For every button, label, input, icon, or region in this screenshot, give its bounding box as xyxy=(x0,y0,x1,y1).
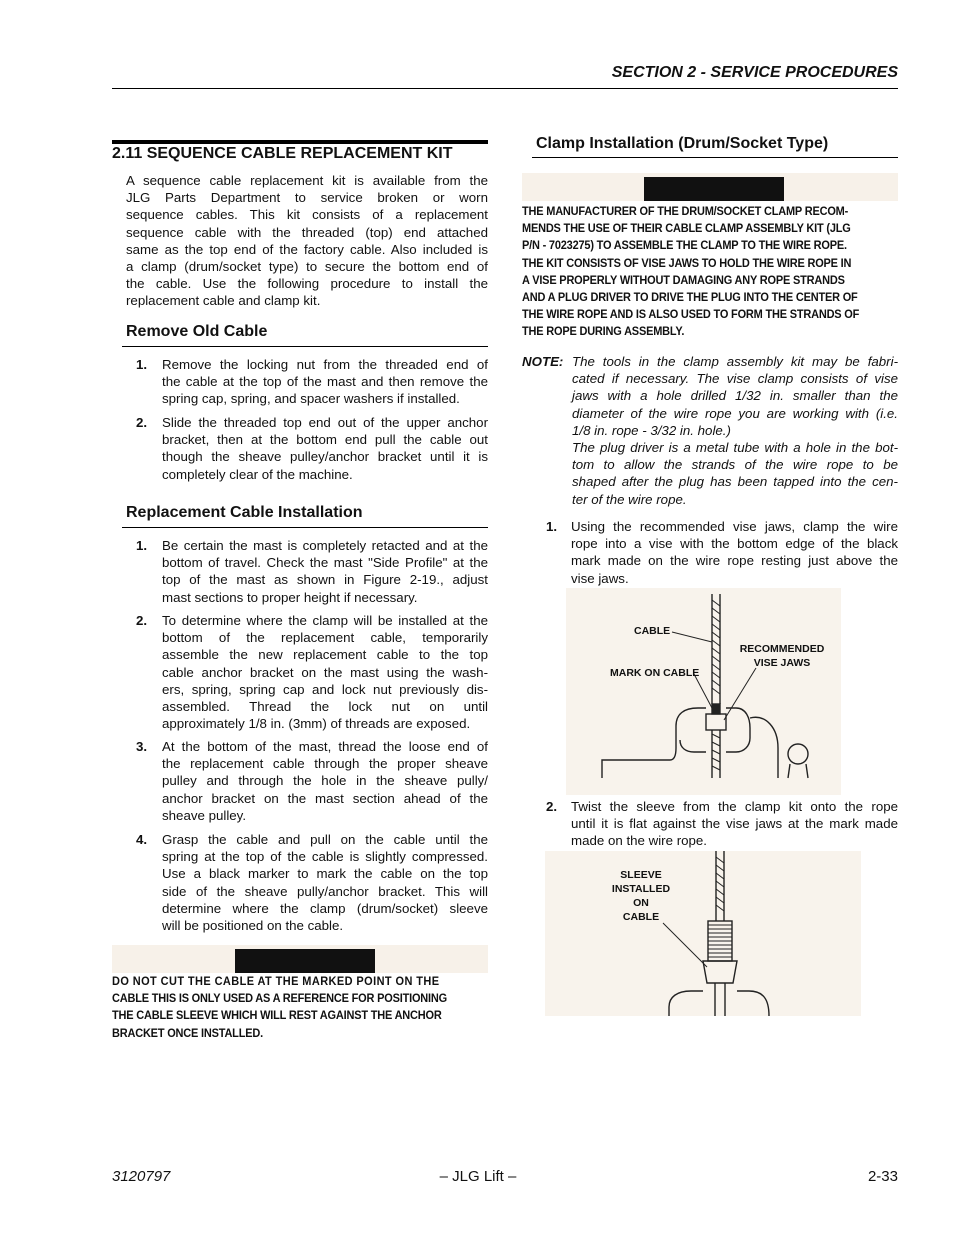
note-line: jaws with a hole drilled 1/32 in. smaller than the xyxy=(572,388,898,404)
step-line: anchor bracket on the mast section ahead of the xyxy=(162,790,488,806)
step-line: mast sections to proper height if necessary. xyxy=(162,589,418,605)
section-title-bar xyxy=(112,140,488,144)
step-line: spring at the top of the cable is slightly compressed. xyxy=(162,849,488,865)
clamp-installation-heading: Clamp Installation (Drum/Socket Type) xyxy=(536,135,829,152)
step-line: rope into a vise with the bottom edge of the black xyxy=(571,536,898,552)
step-line: Using the recommended vise jaws, clamp the wire xyxy=(571,519,898,534)
figure-label-mark: MARK ON CABLE xyxy=(610,667,700,679)
step-line: bottom of the replacement cable, temporarily xyxy=(162,630,488,646)
warning-label-block xyxy=(235,949,375,973)
footer-doc-number: 3120797 xyxy=(112,1168,171,1185)
step-line: Use a black marker to mark the cable on the top xyxy=(162,866,488,882)
replacement-cable-heading: Replacement Cable Installation xyxy=(126,504,363,521)
section-header: SECTION 2 - SERVICE PROCEDURES xyxy=(611,64,898,81)
caution-text xyxy=(522,203,926,341)
step-line: Remove the locking nut from the threaded end of xyxy=(162,357,488,372)
caution-label-block xyxy=(644,177,784,201)
step-line: Twist the sleeve from the clamp kit onto the rope xyxy=(571,799,898,814)
replace-step-4 xyxy=(162,831,488,934)
step-line: ers, spring, spring cap and lock nut previously dis- xyxy=(162,681,488,697)
note-line: 1/8 in. rope - 3/32 in. hole.) xyxy=(572,422,731,438)
step-number: 2. xyxy=(136,415,148,430)
replace-step-2 xyxy=(162,612,488,732)
caution-line: P/N - 7023275) TO ASSEMBLE THE CLAMP TO THE WIRE ROPE. xyxy=(522,238,847,253)
intro-line: replacement cable and clamp kit. xyxy=(126,293,321,309)
subheading-rule xyxy=(122,527,488,528)
step-line: Slide the threaded top end out of the upper anchor xyxy=(162,415,488,430)
caution-line: AND A PLUG DRIVER TO DRIVE THE PLUG INTO THE CENTER OF xyxy=(522,290,858,305)
note-text xyxy=(572,353,898,508)
sleeve-figure xyxy=(545,851,861,1016)
step-line: spring cap, spring, and spacer washers if installed. xyxy=(162,391,460,407)
caution-line: MENDS THE USE OF THEIR CABLE CLAMP ASSEMBLY KIT (JLG xyxy=(522,221,851,236)
warning-line: DO NOT CUT THE CABLE AT THE MARKED POINT ON THE xyxy=(112,974,440,988)
subheading-rule xyxy=(532,157,898,158)
step-line: pulley and through the hole in the sheave pully/ xyxy=(162,773,488,789)
step-line: the cable at the top of the mast and then remove the xyxy=(162,374,488,390)
figure-label-line: RECOMMENDED xyxy=(739,643,825,655)
step-line: To determine where the clamp will be installed at the xyxy=(162,613,488,628)
intro-line: same as the top end of the factory cable. Also included is xyxy=(126,241,488,257)
step-line: made on the wire rope. xyxy=(571,833,708,849)
step-line: top of the mast as shown in Figure 2-19., adjust xyxy=(162,572,488,588)
step-number: 2. xyxy=(136,613,148,628)
remove-old-cable-heading: Remove Old Cable xyxy=(126,323,268,340)
intro-line: JLG Parts Department to service broken or worn xyxy=(126,190,488,206)
replace-step-1 xyxy=(162,537,488,606)
caution-line: THE WIRE ROPE AND IS ALSO USED TO FORM THE STRANDS OF xyxy=(522,307,860,322)
note-line: The tools in the clamp assembly kit may be fabri- xyxy=(572,354,898,369)
header-rule xyxy=(112,88,898,89)
warning-text xyxy=(112,973,516,1042)
intro-line: a clamp (drum/socket type) to secure the bottom end of xyxy=(126,259,488,275)
step-line: mark made on the wire rope resting just above the xyxy=(571,553,898,569)
note-line: shaped after the plug has been tapped into the cen- xyxy=(572,474,898,490)
clamp-step-2 xyxy=(571,798,898,850)
step-line: though the sheave pulley/anchor bracket until it is xyxy=(162,449,488,465)
caution-line: THE KIT CONSISTS OF VISE JAWS TO HOLD THE WIRE ROPE IN xyxy=(522,255,852,270)
note-line: tom to allow the strands of the wire rope to be xyxy=(572,457,898,473)
clamp-step-1 xyxy=(571,518,898,587)
step-line: bottom of travel. Check the mast "Side Profile" at the xyxy=(162,555,488,571)
step-line: determine where the clamp (drum/socket) sleeve xyxy=(162,900,488,916)
remove-step-1 xyxy=(162,356,488,408)
step-line: vise jaws. xyxy=(571,570,629,586)
step-line: approximately 1/8 in. (3mm) of threads are exposed. xyxy=(162,716,471,732)
caution-line: THE ROPE DURING ASSEMBLY. xyxy=(522,324,685,339)
figure-label-line: INSTALLED xyxy=(611,883,671,895)
figure-label-line: ON xyxy=(633,897,649,909)
figure-label-cable: CABLE xyxy=(634,625,671,637)
vise-jaws-figure xyxy=(566,588,841,795)
step-number: 4. xyxy=(136,832,148,847)
step-line: assembled. Thread the lock nut on until xyxy=(162,699,488,715)
step-number: 2. xyxy=(546,799,558,814)
vise-jaws-illustration xyxy=(566,588,841,795)
step-line: cable anchor bracket on the mast using the wash- xyxy=(162,664,488,680)
step-number: 1. xyxy=(136,357,148,372)
step-line: At the bottom of the mast, thread the loose end of xyxy=(162,739,488,754)
warning-line: BRACKET ONCE INSTALLED. xyxy=(112,1025,263,1040)
step-line: the replacement cable through the proper sheave xyxy=(162,756,488,772)
caution-line: THE MANUFACTURER OF THE DRUM/SOCKET CLAMP RECOM- xyxy=(522,204,849,218)
note-line: diameter of the wire rope you are working with (i.e. xyxy=(572,405,898,421)
subheading-rule xyxy=(122,346,488,347)
intro-line: sequence cable with the threaded (top) end attached xyxy=(126,224,488,240)
step-number: 3. xyxy=(136,739,148,754)
intro-line: sequence cables. This kit consists of a replacement xyxy=(126,207,488,223)
remove-step-2 xyxy=(162,414,488,483)
warning-line: THE CABLE SLEEVE WHICH WILL REST AGAINST THE ANCHOR xyxy=(112,1008,442,1023)
section-title: 2.11 SEQUENCE CABLE REPLACEMENT KIT xyxy=(112,145,453,162)
step-line: will be positioned on the cable. xyxy=(162,918,344,934)
intro-line: the cable. Use the following procedure to install the xyxy=(126,276,488,292)
note-label: NOTE: xyxy=(522,354,564,369)
note-line: ter of the wire rope. xyxy=(572,491,687,507)
step-line: until it is flat against the vise jaws at the mark made xyxy=(571,816,898,832)
step-line: Be certain the mast is completely retacted and at the xyxy=(162,538,488,553)
figure-label-line: SLEEVE xyxy=(620,869,662,881)
step-line: sheave pulley. xyxy=(162,807,247,823)
figure-label-line: VISE JAWS xyxy=(753,657,811,669)
note-line: The plug driver is a metal tube with a hole in the bot- xyxy=(572,440,898,456)
replace-step-3 xyxy=(162,738,488,824)
step-line: completely clear of the machine. xyxy=(162,466,353,482)
step-line: Grasp the cable and pull on the cable until the xyxy=(162,832,488,847)
step-line: bracket, then at the bottom end pull the cable out xyxy=(162,432,488,448)
intro-paragraph xyxy=(126,172,488,310)
figure-label-line: CABLE xyxy=(622,911,660,923)
footer-page-number: 2-33 xyxy=(867,1168,898,1185)
sleeve-illustration xyxy=(545,851,861,1016)
caution-line: A VISE PROPERLY WITHOUT DAMAGING ANY ROPE STRANDS xyxy=(522,272,845,287)
figure-label-vise-jaws xyxy=(732,642,832,670)
step-line: assemble the new replacement cable to the top xyxy=(162,647,488,663)
note-line: cated if necessary. The vise clamp consists of vise xyxy=(572,371,898,387)
step-number: 1. xyxy=(136,538,148,553)
figure-label-sleeve xyxy=(601,868,681,924)
warning-line: CABLE THIS IS ONLY USED AS A REFERENCE FOR POSITIONING xyxy=(112,991,447,1006)
step-number: 1. xyxy=(546,519,558,534)
intro-line: A sequence cable replacement kit is available from the xyxy=(126,173,488,188)
step-line: side of the sheave pully/anchor bracket. This will xyxy=(162,883,488,899)
footer-brand: – JLG Lift – xyxy=(439,1168,517,1185)
